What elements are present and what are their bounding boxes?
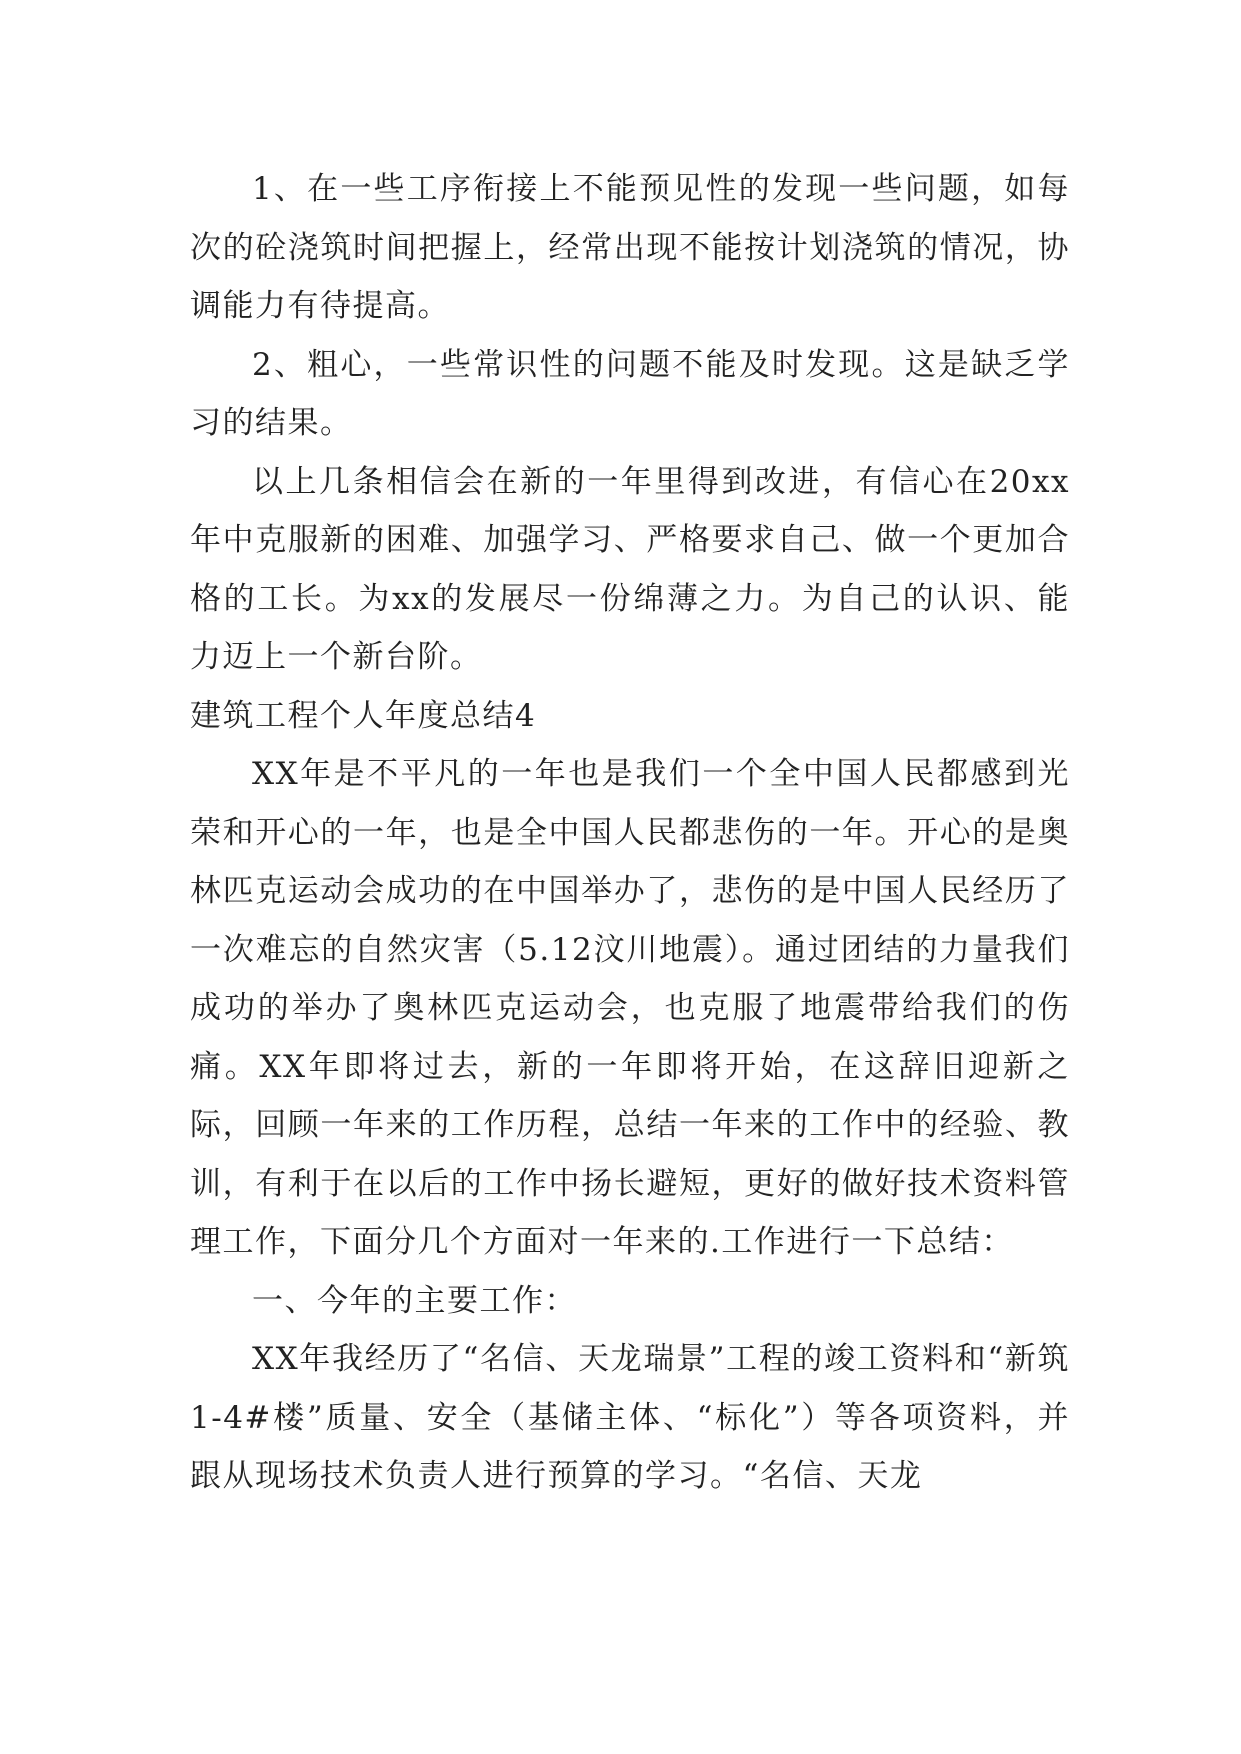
paragraph-intro: XX年是不平凡的一年也是我们一个全中国人民都感到光荣和开心的一年，也是全中国人民都悲伤的一年。开心的是奥林匹克运动会成功的在中国举办了，悲伤的是中国人民经历了一次难忘的自然灾害（5.12汶川地震）。通过团结的力量我们成功的举办了奥林匹克运动会，也克服了地震带给我们的伤痛。XX年即将过去，新的一年即将开始，在这辞旧迎新之际，回顾一年来的工作历程，总结一年来的工作中的经验、教训，有利于在以后的工作中扬长避短，更好的做好技术资料管理工作，下面分几个方面对一年来的.工作进行一下总结： — [190, 756, 1070, 1260]
paragraph-main-work: XX年我经历了“名信、天龙瑞景”工程的竣工资料和“新筑1-4#楼”质量、安全（基储主体、“标化”）等各项资料，并跟从现场技术负责人进行预算的学习。“名信、天龙 — [190, 1341, 1070, 1494]
paragraph-issue-2: 2、粗心，一些常识性的问题不能及时发现。这是缺乏学习的结果。 — [190, 346, 1070, 441]
section-title: 建筑工程个人年度总结4 — [190, 697, 537, 734]
document-body — [190, 160, 1070, 1506]
paragraph-conclusion: 以上几条相信会在新的一年里得到改进，有信心在20xx年中克服新的困难、加强学习、严格要求自己、做一个更加合格的工长。为xx的发展尽一份绵薄之力。为自己的认识、能力迈上一个新台阶。 — [190, 463, 1070, 675]
paragraph-issue-1: 1、在一些工序衔接上不能预见性的发现一些问题，如每次的砼浇筑时间把握上，经常出现不能按计划浇筑的情况，协调能力有待提高。 — [190, 171, 1070, 324]
subheading-main-work: 一、今年的主要工作： — [252, 1282, 577, 1319]
